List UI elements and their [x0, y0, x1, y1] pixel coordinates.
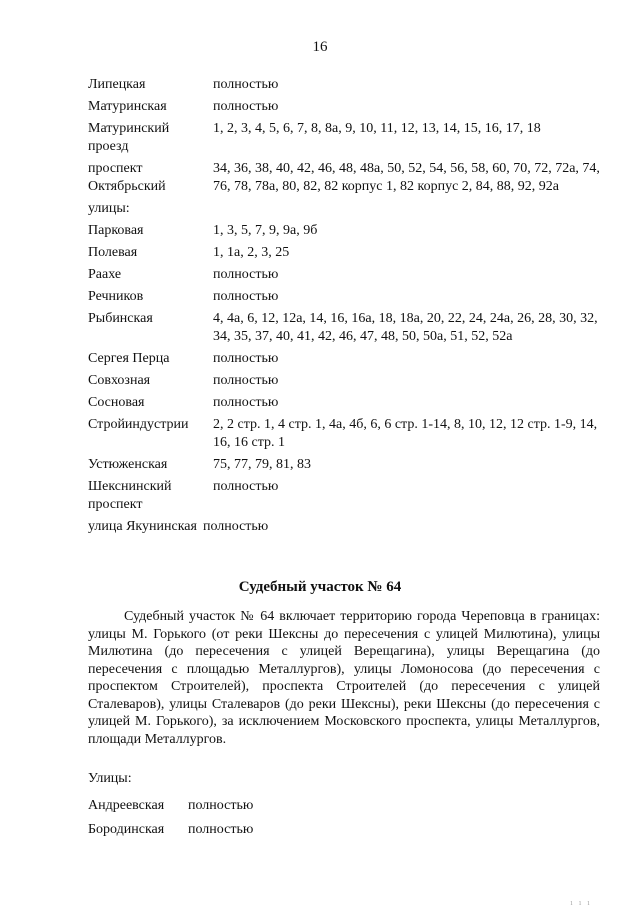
street-name: Совхозная — [88, 373, 151, 388]
house-numbers: 2, 2 стр. 1, 4 стр. 1, 4а, 4б, 6, 6 стр. 1-14, 8, 10, 12, 12 стр. 1-9, 14, 16, 16 стр. 1 — [213, 417, 598, 450]
street-name: Полевая — [88, 245, 138, 260]
corner-mark: 1 1 1 — [570, 901, 592, 907]
street-name: Липецкая — [88, 77, 146, 92]
list-item — [88, 120, 608, 156]
street-name: Шекснинский проспект — [88, 479, 172, 512]
street-name: проспект Октябрьский — [88, 161, 166, 194]
list-item — [88, 797, 600, 815]
list-item — [88, 244, 608, 262]
list-item — [88, 394, 608, 412]
house-numbers: полностью — [213, 289, 279, 304]
street-list-64 — [88, 770, 600, 845]
street-name: Сосновая — [88, 395, 145, 410]
street-name: Андреевская — [88, 798, 165, 813]
list-item — [88, 456, 608, 474]
street-name: Речников — [88, 289, 144, 304]
street-name: Раахе — [88, 267, 122, 282]
street-name: Стройиндустрии — [88, 417, 189, 432]
street-list — [88, 76, 608, 540]
house-numbers: 4, 4а, 6, 12, 12а, 14, 16, 16а, 18, 18а, 20, 22, 24, 24а, 26, 28, 30, 32, 34, 35, 37, 40, 41, 42, 46, 47, 48, 50, 50а, 51, 52, 52а — [213, 311, 598, 344]
street-name: Парковая — [88, 223, 144, 238]
list-item — [88, 821, 600, 839]
house-numbers: полностью — [213, 267, 279, 282]
list-item — [88, 416, 608, 452]
house-numbers: полностью — [213, 395, 279, 410]
house-numbers: 1, 2, 3, 4, 5, 6, 7, 8, 8а, 9, 10, 11, 12, 13, 14, 15, 16, 17, 18 — [213, 121, 541, 136]
house-numbers: полностью — [213, 99, 279, 114]
house-numbers: полностью — [213, 479, 279, 494]
list-item — [88, 478, 608, 514]
list-item — [88, 76, 608, 94]
street-name: Рыбинская — [88, 311, 153, 326]
house-numbers: полностью — [188, 822, 254, 837]
street-name: Сергея Перца — [88, 351, 170, 366]
list-item — [88, 266, 608, 284]
page-number: 16 — [312, 39, 328, 55]
house-numbers: 34, 36, 38, 40, 42, 46, 48, 48а, 50, 52, 54, 56, 58, 60, 70, 72, 72а, 74, 76, 78, 78а, 80, 82, 82 корпус 1, 82 корпус 2, 84, 88, 92, 92а — [213, 161, 600, 194]
section-body: Судебный участок № 64 включает территорию города Череповца в границах: улицы М. Горького (от реки Шексны до пересечения с улицей Милютина), улицы Милютина (до пересечения с улицей Верещагина), улицы Верещагина (до пересечения с площадью Металлургов), улицы Ломоносова (до пересечения с проспектом Строителей), проспекта Строителей (до пересечения с улицей Сталеваров), улицы Сталеваров (до реки Шексны), реки Шексны (до пересечения с улицей М. Горького), за исключением Московского проспекта, улицы Металлургов, площади Металлургов. — [88, 609, 600, 747]
section-title: Судебный участок № 64 — [238, 579, 402, 595]
street-name: Бородинская — [88, 822, 165, 837]
house-numbers: 1, 1а, 2, 3, 25 — [213, 245, 290, 260]
list-item — [88, 518, 608, 536]
list-item — [88, 98, 608, 116]
street-name: Матуринский проезд — [88, 121, 170, 154]
list-item — [88, 288, 608, 306]
house-numbers: полностью — [213, 373, 279, 388]
house-numbers: полностью — [213, 77, 279, 92]
street-name: Устюженская — [88, 457, 168, 472]
house-numbers: полностью — [188, 798, 254, 813]
list-item — [88, 160, 608, 196]
house-numbers: 1, 3, 5, 7, 9, 9а, 9б — [213, 223, 318, 238]
list-item — [88, 310, 608, 346]
street-name: Матуринская — [88, 99, 167, 114]
list-item — [88, 222, 608, 240]
house-numbers: полностью — [213, 351, 279, 366]
house-numbers: полностью — [202, 519, 269, 534]
streets-label: улицы: — [88, 201, 130, 216]
list-item — [88, 372, 608, 390]
house-numbers: 75, 77, 79, 81, 83 — [213, 457, 311, 472]
street-name: улица Якунинская — [88, 519, 197, 534]
list-item — [88, 350, 608, 368]
streets-label: Улицы: — [88, 771, 132, 786]
